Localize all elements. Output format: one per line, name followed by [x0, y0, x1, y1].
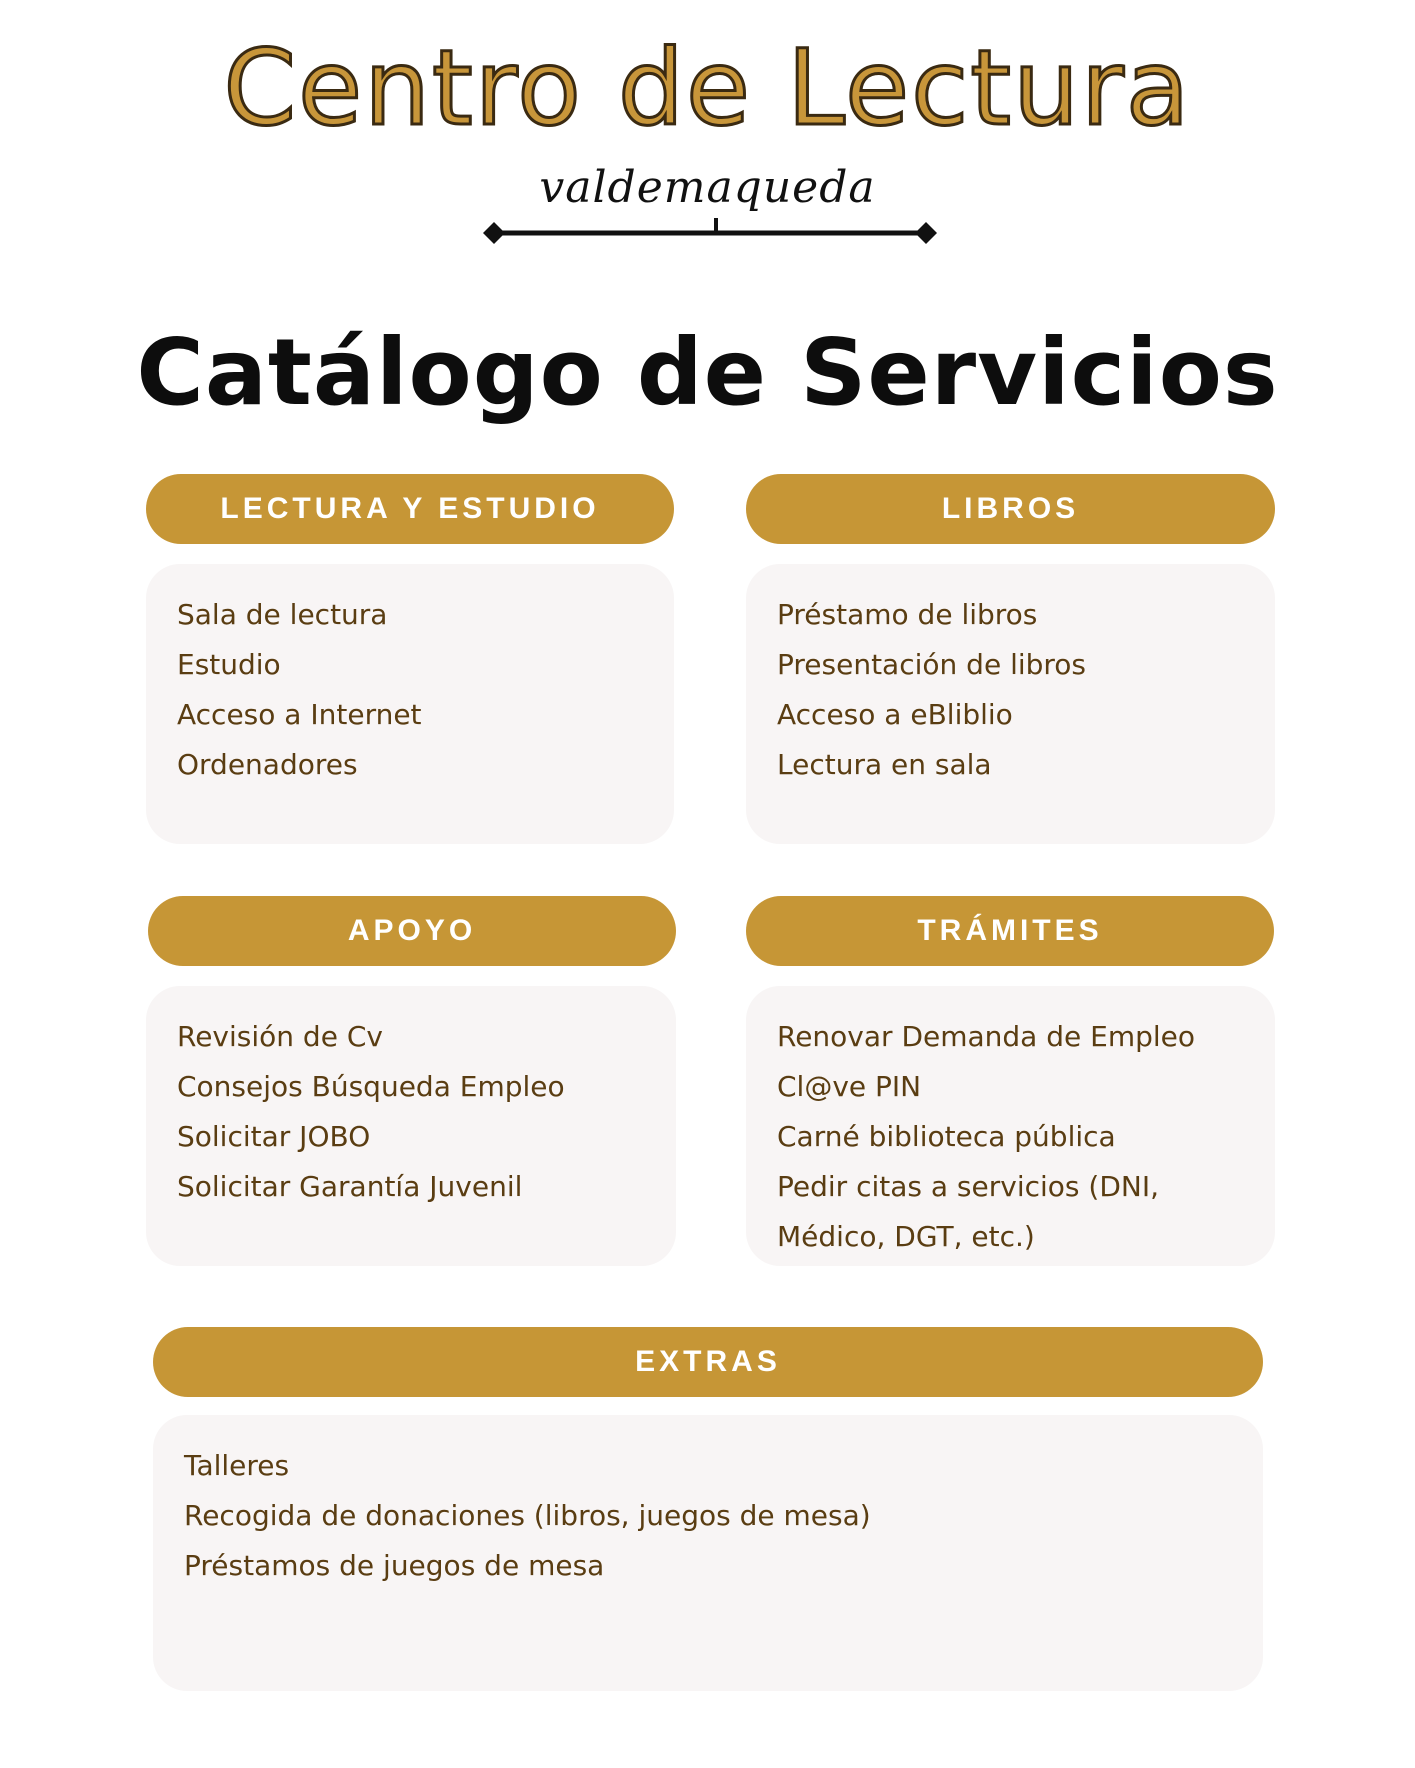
list-item: Cl@ve PIN — [777, 1070, 922, 1103]
logo-subtitle: valdemaqueda — [539, 162, 876, 213]
list-item: Carné biblioteca pública — [777, 1120, 1116, 1153]
list-item: Presentación de libros — [777, 648, 1087, 681]
logo-divider — [480, 218, 940, 248]
list-item: Recogida de donaciones (libros, juegos de mesa) — [184, 1499, 871, 1532]
section-header-lectura: LECTURA Y ESTUDIO — [146, 474, 674, 544]
list-item: Acceso a eBliblio — [777, 698, 1013, 731]
list-item: Renovar Demanda de Empleo — [777, 1020, 1196, 1053]
section-card-tramites — [746, 986, 1275, 1266]
list-item: Préstamos de juegos de mesa — [184, 1549, 605, 1582]
section-header-apoyo: APOYO — [148, 896, 676, 966]
logo-title: Centro de Lectura — [223, 27, 1192, 149]
list-item: Solicitar JOBO — [177, 1120, 371, 1153]
section-card-lectura — [146, 564, 674, 844]
list-item: Revisión de Cv — [177, 1020, 383, 1053]
section-card-apoyo — [146, 986, 676, 1266]
item-list — [777, 1012, 1195, 1262]
item-list — [184, 1441, 871, 1591]
list-item: Préstamo de libros — [777, 598, 1038, 631]
list-item: Acceso a Internet — [177, 698, 422, 731]
list-item: Consejos Búsqueda Empleo — [177, 1070, 565, 1103]
list-item: Talleres — [184, 1449, 290, 1482]
list-item: Sala de lectura — [177, 598, 388, 631]
section-card-libros — [746, 564, 1275, 844]
item-list — [777, 590, 1086, 790]
list-item: Estudio — [177, 648, 281, 681]
list-item: Lectura en sala — [777, 748, 992, 781]
list-item: Ordenadores — [177, 748, 358, 781]
list-item: Pedir citas a servicios (DNI, — [777, 1170, 1159, 1203]
list-item: Solicitar Garantía Juvenil — [177, 1170, 523, 1203]
item-list — [177, 1012, 565, 1212]
section-card-extras — [153, 1415, 1263, 1691]
section-header-libros: LIBROS — [746, 474, 1275, 544]
section-header-extras: EXTRAS — [153, 1327, 1263, 1397]
list-item: Médico, DGT, etc.) — [777, 1220, 1035, 1253]
section-header-tramites: TRÁMITES — [746, 896, 1274, 966]
item-list — [177, 590, 422, 790]
page-title: Catálogo de Servicios — [136, 319, 1279, 426]
